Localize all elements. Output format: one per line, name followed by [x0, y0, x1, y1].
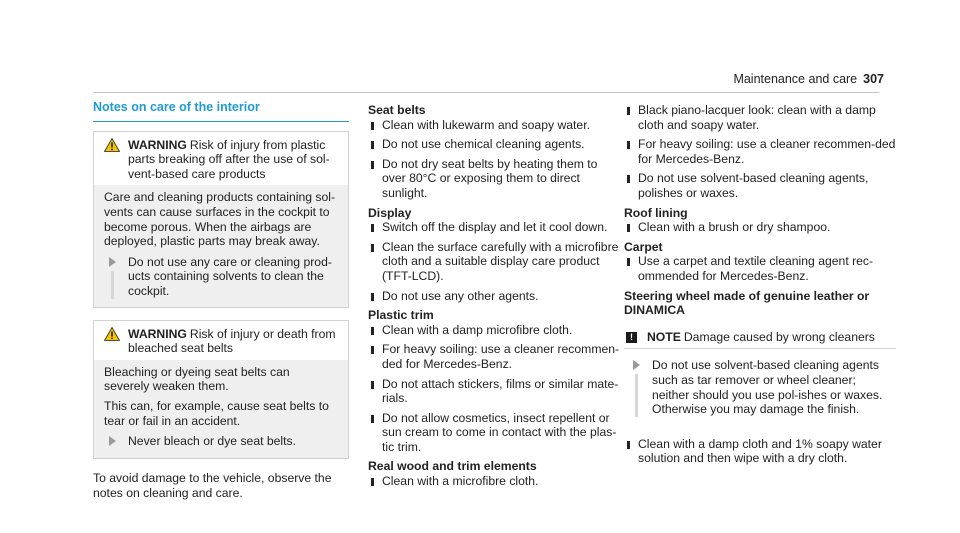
- list-roof-lining: [624, 220, 896, 235]
- tip-text: Do not use any care or cleaning prod-ucts containing solvents to clean the cockpit.: [128, 254, 332, 298]
- tip-row: [104, 434, 338, 450]
- column-2: [368, 100, 622, 494]
- list-item: Clean with a damp cloth and 1% soapy water solution and then wipe with a dry cloth.: [624, 437, 896, 466]
- warning-triangle-icon: [104, 138, 120, 152]
- note-body: [624, 348, 896, 424]
- header-rule: [93, 92, 879, 93]
- heading-roof-lining: Roof lining: [624, 205, 688, 220]
- warning-body: [94, 360, 348, 458]
- list-item: Do not use any other agents.: [368, 289, 622, 304]
- running-head-title: Maintenance and care: [733, 72, 858, 86]
- heading-carpet: Carpet: [624, 239, 663, 254]
- list-carpet: [624, 254, 896, 283]
- list-seat-belts: [368, 118, 622, 201]
- list-item: Do not use solvent-based cleaning agents, polishes or waxes.: [624, 171, 896, 200]
- list-item: Do not dry seat belts by heating them to over 80°C or exposing them to direct sunlight.: [368, 157, 622, 201]
- warning-box-plastic: [93, 131, 349, 308]
- note-square-icon: !: [626, 332, 637, 343]
- list-item: Do not allow cosmetics, insect repellent or sun cream to come in contact with the plas-tic trim.: [368, 411, 622, 455]
- warning-body: [94, 185, 348, 306]
- list-item: Clean the surface carefully with a microfibre cloth and a suitable display care product (TFT-LCD).: [368, 240, 622, 284]
- list-item: For heavy soiling: use a cleaner recommen-ded for Mercedes-Benz.: [624, 137, 896, 166]
- note-head: [624, 324, 896, 349]
- tip-arrow-icon: [109, 257, 116, 267]
- list-item: Clean with a microfibre cloth.: [368, 474, 622, 489]
- list-item: For heavy soiling: use a cleaner recommen-ded for Mercedes-Benz.: [368, 342, 622, 371]
- heading-seat-belts: Seat belts: [368, 103, 426, 117]
- warning-text: [128, 327, 338, 356]
- heading-display: Display: [368, 205, 412, 220]
- section-title: Notes on care of the interior: [93, 100, 349, 122]
- warning-box-seat-belts: [93, 320, 349, 460]
- list-final: [624, 437, 896, 466]
- warning-paragraph: This can, for example, cause seat belts to tear or fail in an accident.: [104, 398, 329, 428]
- running-head: [733, 72, 884, 87]
- tip-row: [104, 255, 338, 299]
- list-plastic-trim: [368, 323, 622, 455]
- warning-head: [94, 132, 348, 186]
- heading-wood-trim: Real wood and trim elements: [368, 459, 537, 474]
- tip-arrow-icon: [109, 436, 116, 446]
- heading-steering-wheel: Steering wheel made of genuine leather or DINAMICA: [624, 288, 870, 318]
- warning-text: [128, 138, 338, 182]
- list-item: Switch off the display and let it cool down.: [368, 220, 622, 235]
- warning-triangle-icon: [104, 327, 120, 341]
- list-item: Do not use chemical cleaning agents.: [368, 137, 622, 152]
- warning-heading: Risk of injury from plastic parts breaking off after the use of sol-vent-based care products: [128, 137, 330, 181]
- list-item: Do not attach stickers, films or similar mate-rials.: [368, 377, 622, 406]
- list-item: Clean with a brush or dry shampoo.: [624, 220, 896, 235]
- tip-arrow-icon: [633, 360, 640, 370]
- note-box: [624, 324, 896, 425]
- warning-keyword: WARNING: [128, 326, 187, 341]
- tip-text: Never bleach or dye seat belts.: [128, 434, 297, 449]
- note-keyword: NOTE: [647, 329, 681, 344]
- list-item: Black piano-lacquer look: clean with a damp cloth and soapy water.: [624, 103, 896, 132]
- list-item: Use a carpet and textile cleaning agent rec-ommended for Mercedes-Benz.: [624, 254, 896, 283]
- column-3: [624, 100, 896, 471]
- warning-heading: Risk of injury or death from bleached seat belts: [128, 326, 336, 356]
- tip-row: [628, 358, 886, 416]
- list-item: Clean with a damp microfibre cloth.: [368, 323, 622, 338]
- closing-paragraph: To avoid damage to the vehicle, observe the notes on cleaning and care.: [93, 471, 332, 500]
- warning-head: [94, 321, 348, 360]
- list-piano-lacquer: [624, 103, 896, 201]
- note-heading: Damage caused by wrong cleaners: [683, 329, 875, 344]
- column-1: [93, 100, 349, 500]
- list-wood-trim: [368, 474, 622, 489]
- heading-plastic-trim: Plastic trim: [368, 308, 434, 323]
- list-item: Clean with lukewarm and soapy water.: [368, 118, 622, 133]
- warning-paragraph: Care and cleaning products containing sol-vents can cause surfaces in the cockpit to become porous. When the airbags are deployed, plastic parts may break away.: [104, 190, 336, 249]
- warning-paragraph: Bleaching or dyeing seat belts can severely weaken them.: [104, 364, 290, 394]
- page-number: 307: [863, 72, 884, 86]
- note-text: [647, 330, 875, 345]
- tip-text: Do not use solvent-based cleaning agents such as tar remover or wheel cleaner; neither should you use pol-ishes or waxes. Otherwise you may damage the finish.: [652, 358, 883, 417]
- list-display: [368, 220, 622, 303]
- warning-keyword: WARNING: [128, 137, 187, 152]
